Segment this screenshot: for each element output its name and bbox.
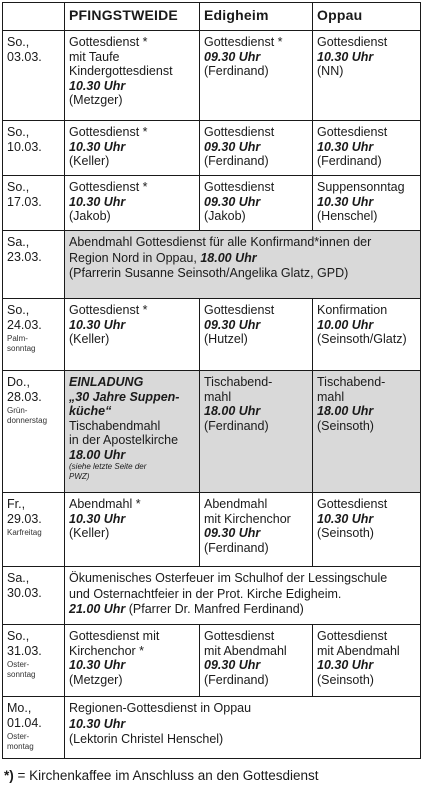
event-line xyxy=(69,701,416,717)
regional-event-cell xyxy=(64,230,421,299)
service-text: Tischabend- xyxy=(204,375,273,389)
service-time: 18.00 Uhr xyxy=(317,404,374,418)
service-time: 10.30 Uhr xyxy=(69,194,126,209)
date-cell xyxy=(2,566,65,625)
weekday: Sa., xyxy=(7,571,30,585)
service-text: (Keller) xyxy=(69,526,110,540)
service-text: (Jakob) xyxy=(204,209,246,223)
pfingstweide-service-cell xyxy=(64,30,200,121)
header-edigheim: Edigheim xyxy=(199,2,313,31)
oppau-service-cell xyxy=(312,120,421,176)
service-text: Kirchenchor * xyxy=(69,643,145,658)
edigheim-service-cell xyxy=(199,370,313,493)
service-text: Gottesdienst xyxy=(204,125,275,139)
date-cell xyxy=(2,175,65,231)
header-pfingstweide: PFINGSTWEIDE xyxy=(64,2,200,31)
service-text: mit Kirchenchor xyxy=(204,511,291,526)
service-text: Gottesdienst xyxy=(317,629,388,643)
service-time: 10.30 Uhr xyxy=(69,139,126,154)
service-time: 10.30 Uhr xyxy=(317,139,374,154)
service-time: 09.30 Uhr xyxy=(204,317,261,332)
date-cell xyxy=(2,230,65,299)
weekday: Do., xyxy=(7,375,30,389)
service-time: 09.30 Uhr xyxy=(204,194,261,209)
service-text: mit Taufe xyxy=(69,49,120,64)
date: 29.03. xyxy=(7,511,42,526)
date: 28.03. xyxy=(7,389,42,404)
service-text: (Metzger) xyxy=(69,672,123,687)
holiday-note: Oster- sonntag xyxy=(7,660,36,679)
service-text: (Keller) xyxy=(69,154,110,168)
oppau-service-cell xyxy=(312,175,421,231)
date: 03.03. xyxy=(7,49,42,64)
date-cell xyxy=(2,30,65,121)
service-time: EINLADUNG xyxy=(69,375,144,389)
footnote-text: = Kirchenkaffee im Anschluss an den Gottesdienst xyxy=(13,768,319,783)
service-text: Gottesdienst mit xyxy=(69,629,160,643)
holiday-note: Karfreitag xyxy=(7,528,42,537)
date-cell xyxy=(2,696,65,759)
oppau-service-cell xyxy=(312,492,421,567)
event-text: und Osternachtfeier in der Prot. Kirche Edigheim. xyxy=(69,586,342,601)
event-time: 18.00 Uhr xyxy=(200,250,257,265)
oppau-service-cell xyxy=(312,30,421,121)
service-text: (Seinsoth) xyxy=(317,526,374,540)
service-time: 10.30 Uhr xyxy=(69,78,126,93)
service-text: Gottesdienst xyxy=(204,303,275,317)
weekday: So., xyxy=(7,303,30,317)
service-text: Tischabend- xyxy=(317,375,386,389)
service-text: Suppensonntag xyxy=(317,180,405,194)
event-line xyxy=(69,602,416,618)
oppau-service-cell xyxy=(312,370,421,493)
header-oppau: Oppau xyxy=(312,2,421,31)
service-text: Konfirmation xyxy=(317,303,388,317)
service-text: (Jakob) xyxy=(69,209,111,223)
header-date-column xyxy=(2,2,65,31)
service-text: (Ferdinand) xyxy=(317,154,382,168)
pfingstweide-service-cell xyxy=(64,624,200,697)
event-time: 10.30 Uhr xyxy=(69,716,126,731)
date: 30.03. xyxy=(7,585,42,600)
date-cell xyxy=(2,492,65,567)
edigheim-service-cell xyxy=(199,30,313,121)
service-time: 10.30 Uhr xyxy=(69,511,126,526)
date-cell xyxy=(2,624,65,697)
service-time: 09.30 Uhr xyxy=(204,658,261,672)
event-text: Region Nord in Oppau, xyxy=(69,250,201,265)
service-time: 10.00 Uhr xyxy=(317,317,374,332)
service-time: 09.30 Uhr xyxy=(204,139,261,154)
service-text: Gottesdienst xyxy=(204,629,275,643)
weekday: Fr., xyxy=(7,497,26,511)
regional-event-cell xyxy=(64,696,421,759)
service-text: (Ferdinand) xyxy=(204,540,269,555)
service-text: Gottesdienst * xyxy=(69,303,148,317)
pfingstweide-service-cell xyxy=(64,492,200,567)
date: 10.03. xyxy=(7,139,42,154)
service-time: 10.30 Uhr xyxy=(317,49,374,64)
holiday-note: Palm- sonntag xyxy=(7,334,36,353)
service-time: 10.30 Uhr xyxy=(69,317,126,332)
service-text: PWZ) xyxy=(69,471,90,481)
service-text: Gottesdienst * xyxy=(69,125,148,139)
edigheim-service-cell xyxy=(199,175,313,231)
service-text: (Metzger) xyxy=(69,93,123,107)
service-text: Tischabendmahl xyxy=(69,418,161,433)
event-text: (Pfarrerin Susanne Seinsoth/Angelika Glatz, GPD) xyxy=(69,266,349,280)
weekday: So., xyxy=(7,35,30,49)
edigheim-service-cell xyxy=(199,298,313,371)
service-time: 09.30 Uhr xyxy=(204,526,261,540)
service-text: mahl xyxy=(204,389,232,404)
service-text: Abendmahl * xyxy=(69,497,141,511)
event-line xyxy=(69,587,416,603)
service-time: „30 Jahre Suppen- xyxy=(69,389,180,404)
service-time: 18.00 Uhr xyxy=(204,404,261,418)
service-text: Gottesdienst * xyxy=(204,35,283,49)
service-time: 10.30 Uhr xyxy=(317,194,374,209)
date: 24.03. xyxy=(7,317,42,332)
event-text: Ökumenisches Osterfeuer im Schulhof der Lessingschule xyxy=(69,571,388,585)
weekday: Mo., xyxy=(7,701,32,715)
service-text: (Hutzel) xyxy=(204,332,248,346)
weekday: Sa., xyxy=(7,235,30,249)
pfingstweide-service-cell xyxy=(64,370,200,493)
service-time: 10.30 Uhr xyxy=(69,658,126,672)
event-text: (Lektorin Christel Henschel) xyxy=(69,732,224,746)
service-time: 09.30 Uhr xyxy=(204,49,261,64)
event-time: 21.00 Uhr xyxy=(69,602,126,616)
pfingstweide-service-cell xyxy=(64,120,200,176)
service-text: mahl xyxy=(317,389,345,404)
service-text: (Seinsoth/Glatz) xyxy=(317,332,407,346)
service-text: Gottesdienst xyxy=(317,497,388,511)
service-text: (Ferdinand) xyxy=(204,154,269,168)
pfingstweide-service-cell xyxy=(64,175,200,231)
date: 17.03. xyxy=(7,194,42,209)
event-line xyxy=(69,717,416,733)
edigheim-service-cell xyxy=(199,492,313,567)
event-line xyxy=(69,571,416,587)
edigheim-service-cell xyxy=(199,624,313,697)
service-time: küche“ xyxy=(69,404,112,418)
holiday-note: Oster- montag xyxy=(7,732,34,751)
service-time: 18.00 Uhr xyxy=(69,447,126,462)
service-text: mit Abendmahl xyxy=(204,643,287,658)
date: 31.03. xyxy=(7,643,42,658)
edigheim-service-cell xyxy=(199,120,313,176)
date: 01.04. xyxy=(7,715,42,730)
holiday-note: Grün- donnerstag xyxy=(7,406,48,425)
event-line xyxy=(69,251,416,267)
footnote xyxy=(4,768,319,783)
service-text: (Seinsoth) xyxy=(317,672,374,687)
service-time: 10.30 Uhr xyxy=(317,511,374,526)
oppau-service-cell xyxy=(312,624,421,697)
service-text: (Seinsoth) xyxy=(317,418,374,433)
service-text: (Ferdinand) xyxy=(204,64,269,78)
service-text: Gottesdienst * xyxy=(69,35,148,49)
event-text: (Pfarrer Dr. Manfred Ferdinand) xyxy=(125,602,304,616)
service-text: (Keller) xyxy=(69,332,110,346)
service-time: 10.30 Uhr xyxy=(317,658,374,672)
weekday: So., xyxy=(7,180,30,194)
weekday: So., xyxy=(7,629,30,643)
service-text: (NN) xyxy=(317,64,344,78)
event-line xyxy=(69,732,416,748)
service-text: Gottesdienst xyxy=(317,125,388,139)
service-text: Gottesdienst xyxy=(204,180,275,194)
service-text: mit Abendmahl xyxy=(317,643,400,658)
weekday: So., xyxy=(7,125,30,139)
service-text: (Henschel) xyxy=(317,209,378,223)
service-text: Gottesdienst * xyxy=(69,180,148,194)
footnote-star: *) xyxy=(4,768,14,783)
date-cell xyxy=(2,298,65,371)
event-line xyxy=(69,235,416,251)
regional-event-cell xyxy=(64,566,421,625)
oppau-service-cell xyxy=(312,298,421,371)
service-text: (Ferdinand) xyxy=(204,418,269,433)
event-text: Regionen-Gottesdienst in Oppau xyxy=(69,701,252,715)
service-text: Gottesdienst xyxy=(317,35,388,49)
service-text: (siehe letzte Seite der xyxy=(69,462,147,471)
event-line xyxy=(69,266,416,282)
date-cell xyxy=(2,120,65,176)
service-text: in der Apostelkirche xyxy=(69,433,179,447)
service-text: (Ferdinand) xyxy=(204,672,269,687)
service-text: Kindergottesdienst xyxy=(69,64,173,78)
event-text: Abendmahl Gottesdienst für alle Konfirmand*innen der xyxy=(69,235,372,249)
service-text: Abendmahl xyxy=(204,497,268,511)
date: 23.03. xyxy=(7,249,42,264)
pfingstweide-service-cell xyxy=(64,298,200,371)
date-cell xyxy=(2,370,65,493)
